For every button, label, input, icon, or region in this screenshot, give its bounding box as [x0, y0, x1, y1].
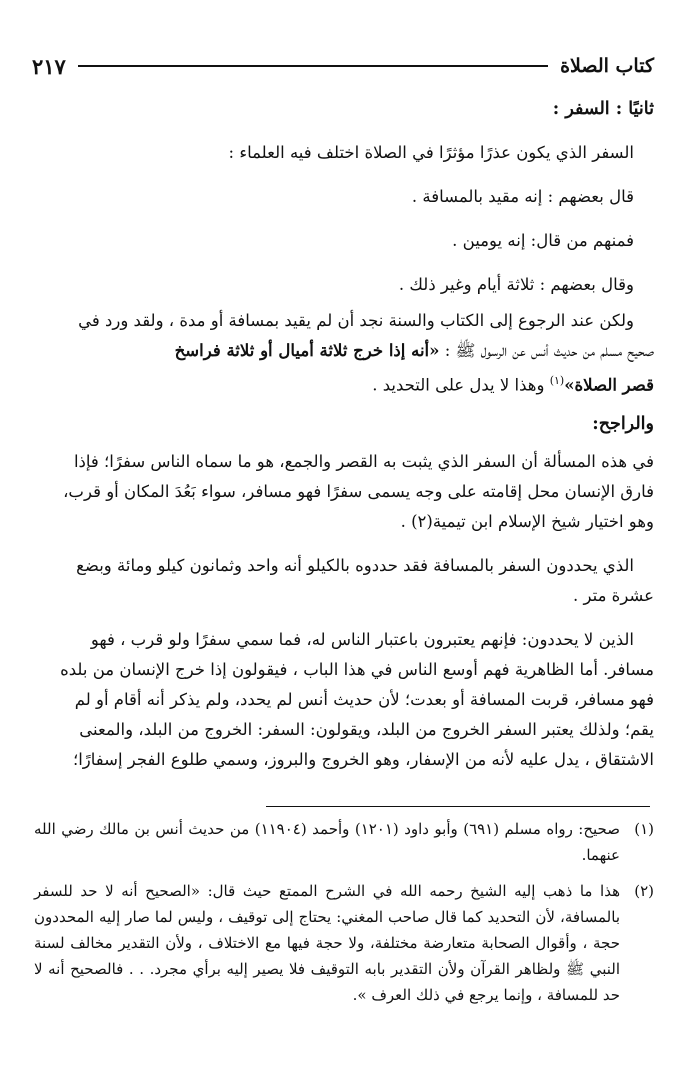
paragraph-line: الذين لا يحددون: فإنهم يعتبرون باعتبار الناس له، فما سمي سفرًا ولو قرب ، فهو — [90, 629, 634, 649]
header-rule — [78, 65, 548, 67]
hadith-quote: «أنه إذا خرج ثلاثة أميال أو ثلاثة فراسخ — [174, 341, 440, 360]
paragraph-line: فهو مسافر، قربت المسافة أو بعدت؛ لأن حديث أنس لم يحدد، ولم يذكر أنه أقام أو لم — [74, 689, 654, 709]
paragraph-line: السفر الذي يكون عذرًا مؤثرًا في الصلاة اختلف فيه العلماء : — [228, 143, 634, 162]
chapter-title: كتاب الصلاة — [560, 55, 654, 77]
paragraph-line: مسافر. أما الظاهرية فهم أوسع الناس في هذا الباب ، فيقولون إذا خرج الإنسان من بلده — [60, 659, 654, 679]
paragraph-line: الذي يحددون السفر بالمسافة فقد حددوه بالكيلو أنه واحد وثمانون كيلو ومائة وبضع — [76, 555, 634, 575]
paragraph-line: وهو اختيار شيخ الإسلام ابن تيمية(٢) . — [400, 511, 654, 531]
paragraph-line: في هذه المسألة أن السفر الذي يثبت به القصر والجمع، هو ما سماه الناس سفرًا؛ فإذا — [73, 451, 654, 471]
section-heading-travel: ثانيًا : السفر : — [552, 99, 654, 119]
paragraph-line: ولكن عند الرجوع إلى الكتاب والسنة نجد أن لم يقيد بمسافة أو مدة ، ولقد ورد في — [78, 311, 634, 330]
paragraph-line: الاشتقاق ، يدل عليه لأنه من الإسفار، وهو الخروج والبروز، وسمي طلوع الفجر إسفارًا؛ — [72, 749, 654, 769]
paragraph-line: قال بعضهم : إنه مقيد بالمسافة . — [411, 187, 634, 206]
footnotes — [34, 816, 654, 1008]
paragraph-line: عشرة متر . — [573, 585, 654, 605]
footnote-text: هذا ما ذهب إليه الشيخ رحمه الله في الشرح الممتع حيث قال: «الصحيح أنه لا حد للسفر بالمسافة، لأن التحديد كما قال صاحب المغني: يحتاج إلى توقيف ، وليس لما صار إليه المحددون حجة ، وأقوال الصحابة متعارضة مختلفة، ولا حجة فيها مع الاختلاف ، ولأن التقدير مخالف لسنة النبي ﷺ ولظاهر القرآن ولأن التقدير بابه التوقيف فلا يصير إليه برأي مجرد. . . فالصحيح أنه لا حد للمسافة ، وإنما يرجع في ذلك العرف ». — [34, 882, 620, 1004]
footnote-separator — [266, 806, 650, 807]
section-heading-preferred: والراجح: — [592, 413, 654, 434]
text-run: وهذا لا يدل على التحديد . — [372, 375, 550, 395]
running-header — [32, 46, 654, 86]
paragraph-line: فارق الإنسان محل إقامته على وجه يسمى سفرًا فهو مسافر، سواء بَعُدَ المكان أو قرب، — [63, 481, 654, 501]
footnote-number: (١) — [634, 820, 654, 838]
paragraph-line — [34, 336, 654, 366]
page-number: ٢١٧ — [32, 53, 66, 79]
footnote — [34, 878, 654, 1008]
main-text — [34, 92, 654, 775]
footnote-number: (٢) — [634, 882, 654, 900]
footnote-text: صحيح: رواه مسلم (٦٩١) وأبو داود (١٢٠١) وأحمد (١١٩٠٤) من حديث أنس بن مالك رضي الله عنهما. — [34, 820, 620, 864]
paragraph-line — [34, 366, 654, 401]
paragraph-line: فمنهم من قال: إنه يومين . — [452, 231, 634, 250]
footnote-ref[interactable]: (١) — [549, 374, 565, 387]
footnote — [34, 816, 654, 868]
text-run: صحيح مسلم من حديث أنس عن الرسول ﷺ : — [444, 341, 654, 360]
hadith-quote: قصر الصلاة» — [564, 375, 654, 395]
paragraph-line: وقال بعضهم : ثلاثة أيام وغير ذلك . — [398, 275, 634, 294]
paragraph-line: يقم؛ ولذلك يعتبر السفر الخروج من البلد، ويقولون: السفر: الخروج من البلد، والمعنى — [79, 719, 654, 739]
